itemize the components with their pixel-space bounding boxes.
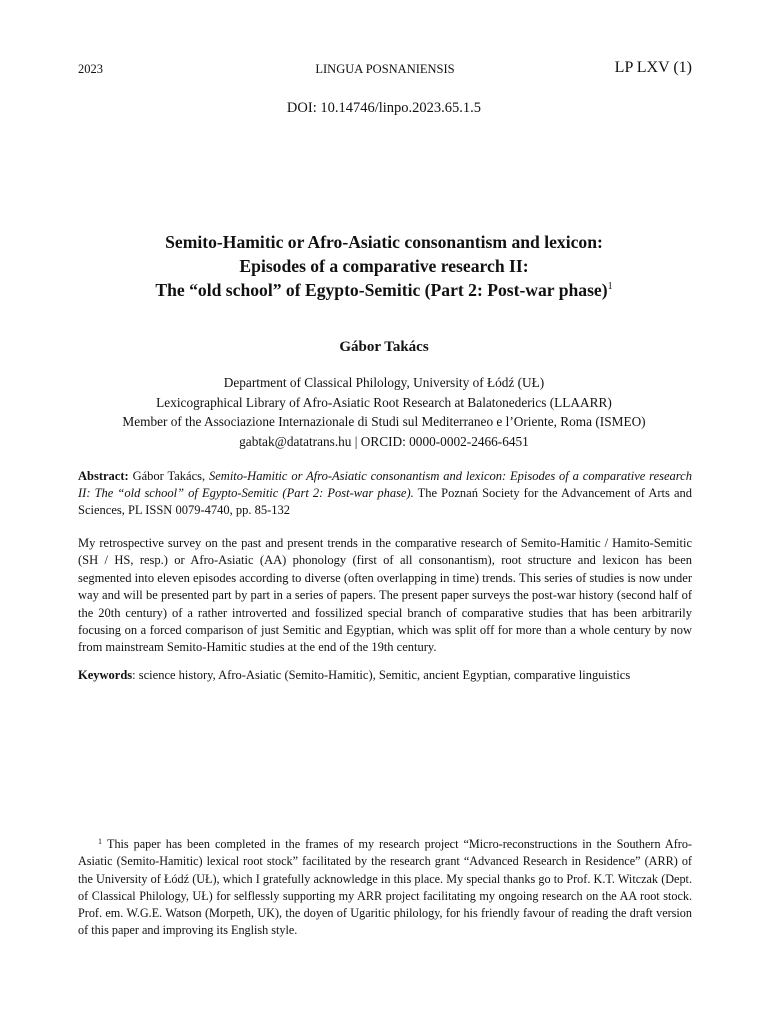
affiliations bbox=[0, 373, 768, 451]
author-contact: gabtak@datatrans.hu | ORCID: 0000-0002-2466-6451 bbox=[239, 433, 529, 449]
keywords bbox=[78, 667, 692, 684]
affiliation-department: Department of Classical Philology, University of Łódź (UŁ) bbox=[223, 375, 545, 390]
abstract-publication-info: The Poznań Society for the Advancement of Arts and Sciences, PL ISSN 0079-4740, pp. 85-132 bbox=[78, 486, 693, 517]
title-footnote-mark: 1 bbox=[607, 281, 613, 292]
abstract bbox=[78, 468, 692, 519]
doi: DOI: 10.14746/linpo.2023.65.1.5 bbox=[286, 100, 482, 116]
header-year: 2023 bbox=[78, 62, 103, 76]
summary-paragraph: My retrospective survey on the past and present trends in the comparative research of Semito-Hamitic / Hamito-Semitic (SH / HS, resp.) or Afro-Asiatic (AA) phonology (first of all consonantism), root structure and lexicon has been segmented into eleven episodes according to diverse (often overlapping in time) trends. This series of studies is now under way and will be presented part by part in a series of papers. The present paper surveys the post-war history (second half of the 20th century) of a rather introverted and fossilized special branch of comparative studies that has been arbitrarily focusing on a forced comparison of just Semitic and Egyptian, which was split off for more than a whole century by now from mainstream Semito-Hamitic studies at the end of the 19th century. bbox=[78, 536, 692, 655]
title-line-3-text: The “old school” of Egypto-Semitic (Part 2: Post-war phase) bbox=[155, 280, 608, 300]
title-line-2: Episodes of a comparative research II: bbox=[239, 256, 529, 276]
abstract-title: Semito-Hamitic or Afro-Asiatic consonantism and lexicon: Episodes of a comparative research II: The “old school” of Egypto-Semitic (Part 2: Post-war phase). bbox=[78, 469, 692, 500]
keywords-label: Keywords bbox=[78, 668, 133, 682]
affiliation-library: Lexicographical Library of Afro-Asiatic Root Research at Balatonederics (LLAARR) bbox=[156, 394, 612, 410]
footnote bbox=[78, 836, 692, 940]
title-line-1: Semito-Hamitic or Afro-Asiatic consonantism and lexicon: bbox=[165, 232, 603, 252]
header-volume: LP LXV (1) bbox=[614, 59, 692, 76]
running-header bbox=[78, 60, 692, 80]
affiliation-membership: Member of the Associazione Internazionale di Studi sul Mediterraneo e l’Oriente, Roma (ISMEO) bbox=[122, 414, 646, 429]
abstract-author: Gábor Takács, bbox=[128, 469, 209, 483]
footnote-mark: 1 bbox=[98, 837, 102, 846]
keywords-list: : science history, Afro-Asiatic (Semito-Hamitic), Semitic, ancient Egyptian, comparative linguistics bbox=[132, 668, 631, 682]
abstract-label: Abstract: bbox=[78, 469, 129, 483]
header-journal-name: LINGUA POSNANIENSIS bbox=[315, 62, 455, 76]
title-line-3 bbox=[60, 278, 708, 302]
footnote-text: This paper has been completed in the frames of my research project “Micro-reconstructions in the Southern Afro-Asiatic (Semito-Hamitic) lexical root stock” facilitated by the research grant “Advanced Research in Residence” (ARR) of the University of Łódź (UŁ), which I gratefully acknowledge in this place. My special thanks go to Prof. K.T. Witczak (Dept. of Classical Philology, UŁ) for selflessly supporting my ARR project facilitating my ongoing research on the AA root stock. Prof. em. W.G.E. Watson (Morpeth, UK), the doyen of Ugaritic philology, for his friendly favour of reading the draft version of this paper and improving its English style. bbox=[78, 837, 692, 938]
article-title bbox=[60, 230, 708, 302]
author-name: Gábor Takács bbox=[339, 339, 429, 355]
